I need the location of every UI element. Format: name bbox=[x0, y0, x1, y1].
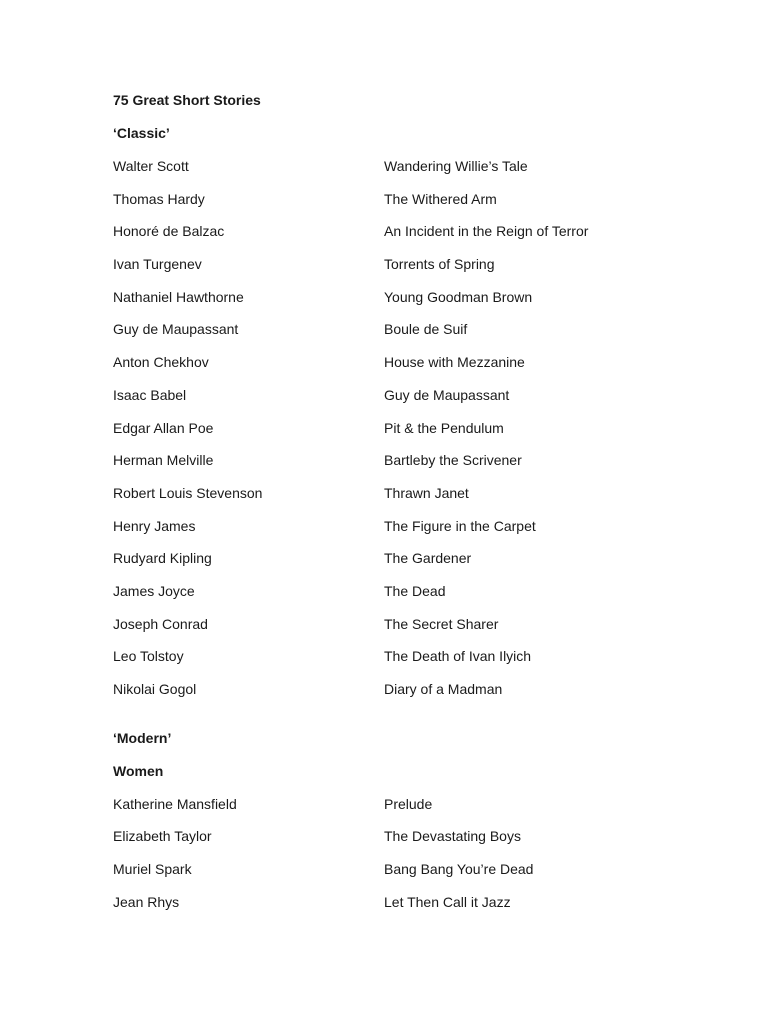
author-name: Anton Chekhov bbox=[113, 354, 209, 371]
author-name: Katherine Mansfield bbox=[113, 795, 237, 812]
author-name: Elizabeth Taylor bbox=[113, 828, 212, 845]
section-heading-classic: ‘Classic’ bbox=[113, 125, 170, 141]
author-name: Nathaniel Hawthorne bbox=[113, 288, 244, 305]
story-row bbox=[113, 646, 673, 679]
story-row bbox=[113, 581, 673, 614]
story-row bbox=[113, 679, 673, 712]
author-name: Nikolai Gogol bbox=[113, 681, 197, 697]
story-title: Prelude bbox=[384, 795, 433, 812]
story-row bbox=[113, 254, 673, 287]
story-title: Thrawn Janet bbox=[384, 484, 469, 501]
story-title: Pit & the Pendulum bbox=[384, 419, 504, 436]
story-title: The Withered Arm bbox=[384, 190, 497, 207]
story-title: Torrents of Spring bbox=[384, 256, 495, 273]
story-title: Diary of a Madman bbox=[384, 681, 503, 697]
author-name: Leo Tolstoy bbox=[113, 648, 184, 665]
author-name: Jean Rhys bbox=[113, 893, 180, 910]
story-title: Young Goodman Brown bbox=[384, 288, 533, 305]
author-name: Robert Louis Stevenson bbox=[113, 484, 263, 501]
story-row bbox=[113, 859, 673, 892]
modern-story-list bbox=[113, 794, 673, 925]
story-title: The Death of Ivan Ilyich bbox=[384, 648, 532, 665]
story-title: Bartleby the Scrivener bbox=[384, 452, 522, 469]
story-row bbox=[113, 156, 673, 189]
story-title: The Dead bbox=[384, 582, 446, 599]
author-name: Walter Scott bbox=[113, 158, 189, 174]
author-name: Herman Melville bbox=[113, 452, 214, 469]
story-row bbox=[113, 319, 673, 352]
document-title: 75 Great Short Stories bbox=[113, 92, 261, 108]
author-name: Joseph Conrad bbox=[113, 615, 208, 632]
story-row bbox=[113, 548, 673, 581]
section-heading-modern: ‘Modern’ bbox=[113, 729, 172, 746]
story-row bbox=[113, 794, 673, 827]
story-title: The Secret Sharer bbox=[384, 615, 499, 632]
story-row bbox=[113, 385, 673, 418]
story-row bbox=[113, 189, 673, 222]
author-name: Ivan Turgenev bbox=[113, 256, 202, 273]
story-title: Bang Bang You’re Dead bbox=[384, 861, 534, 878]
story-title: Wandering Willie’s Tale bbox=[384, 158, 528, 174]
author-name: Thomas Hardy bbox=[113, 190, 205, 207]
story-row bbox=[113, 221, 673, 254]
story-title: The Figure in the Carpet bbox=[384, 517, 536, 534]
story-row bbox=[113, 516, 673, 549]
author-name: Edgar Allan Poe bbox=[113, 419, 214, 436]
author-name: Muriel Spark bbox=[113, 861, 192, 878]
author-name: Henry James bbox=[113, 517, 196, 534]
story-row bbox=[113, 352, 673, 385]
story-title: The Gardener bbox=[384, 550, 472, 567]
story-row bbox=[113, 287, 673, 320]
document-page bbox=[113, 90, 673, 924]
story-title: House with Mezzanine bbox=[384, 354, 525, 371]
story-title: The Devastating Boys bbox=[384, 828, 521, 845]
story-row bbox=[113, 614, 673, 647]
classic-story-list bbox=[113, 156, 673, 712]
story-row bbox=[113, 418, 673, 451]
story-title: Boule de Suif bbox=[384, 321, 468, 338]
author-name: Guy de Maupassant bbox=[113, 321, 239, 338]
story-row bbox=[113, 892, 673, 925]
author-name: Rudyard Kipling bbox=[113, 550, 212, 567]
story-row bbox=[113, 483, 673, 516]
story-title: An Incident in the Reign of Terror bbox=[384, 223, 589, 240]
story-title: Let Then Call it Jazz bbox=[384, 893, 511, 910]
author-name: Honoré de Balzac bbox=[113, 223, 225, 240]
subheading-women: Women bbox=[113, 762, 164, 779]
story-title: Guy de Maupassant bbox=[384, 386, 510, 403]
author-name: James Joyce bbox=[113, 582, 195, 599]
story-row bbox=[113, 450, 673, 483]
author-name: Isaac Babel bbox=[113, 386, 187, 403]
section-gap bbox=[113, 712, 673, 728]
story-row bbox=[113, 826, 673, 859]
